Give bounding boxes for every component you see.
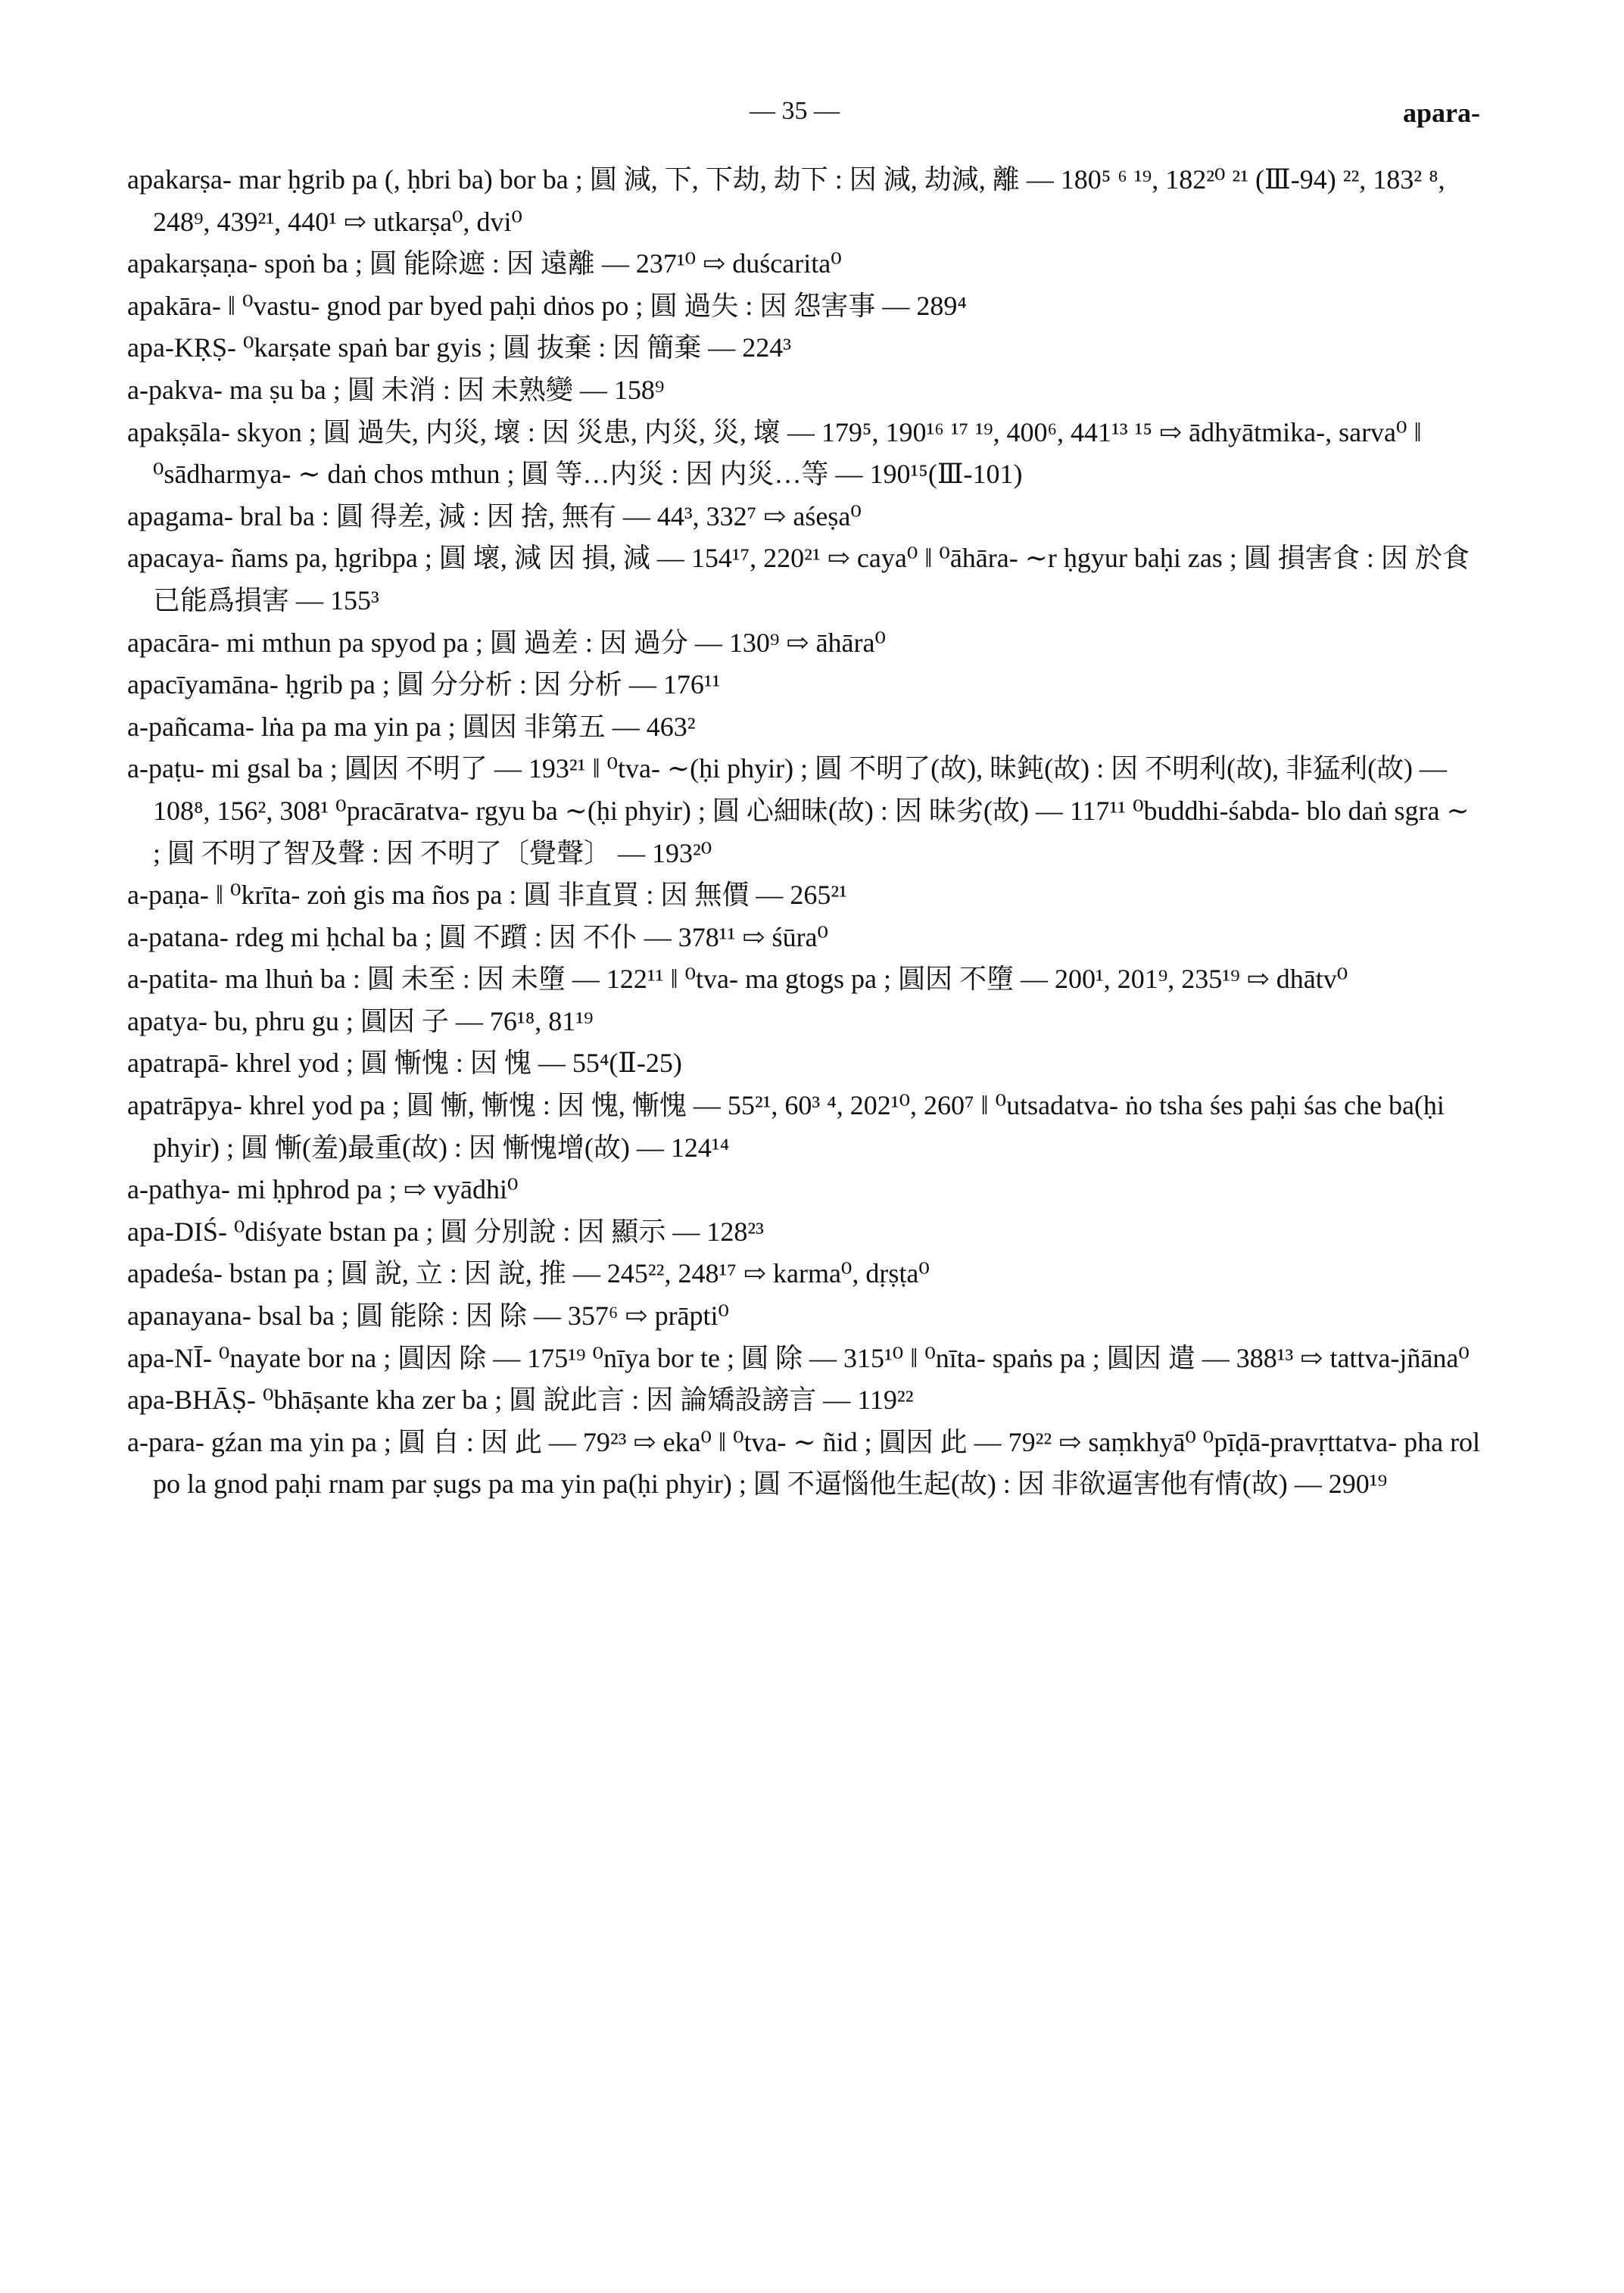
- dictionary-entry: apatrapā- khrel yod ; 圓 慚愧 : 因 愧 — 55⁴(Ⅱ-25): [127, 1048, 682, 1079]
- dictionary-entry: a-patana- rdeg mi ḥchal ba ; 圓 不躓 : 因 不仆 — 378¹¹ ⇨ śūra⁰: [127, 921, 828, 952]
- dictionary-entry: a-patita- ma lhuṅ ba : 圓 未至 : 因 未墮 — 122¹¹ ‖ ⁰tva- ma gtogs pa ; 圓因 不墮 — 200¹, 201⁹, 235¹⁹ ⇨ dhātv⁰: [127, 964, 1348, 995]
- dictionary-entry: a-para- gźan ma yin pa ; 圓 自 : 因 此 — 79²³ ⇨ eka⁰ ‖ ⁰tva- ∼ ñid ; 圓因 此 — 79²² ⇨ saṃkhyā⁰ ⁰pīḍā-pravṛttatva- pha rol po la gnod paḥi rnam par ṣugs pa ma yin pa(ḥi phyir) ; 圓 不逼惱他生起(故) : 因 非欲逼害他有情(故) — 290¹⁹: [127, 1426, 1481, 1500]
- dictionary-entry: apanayana- bsal ba ; 圓 能除 : 因 除 — 357⁶ ⇨ prāpti⁰: [127, 1301, 729, 1332]
- dictionary-entry: apakarṣaṇa- spoṅ ba ; 圓 能除遮 : 因 遠離 — 237¹⁰ ⇨ duścarita⁰: [127, 248, 842, 279]
- entry-list: [127, 159, 1482, 1506]
- dictionary-entry: apa-KṚṢ- ⁰karṣate spaṅ bar gyis ; 圓 抜棄 : 因 簡棄 — 224³: [127, 332, 792, 363]
- dictionary-entry: apatrāpya- khrel yod pa ; 圓 慚, 慚愧 : 因 愧, 慚愧 — 55²¹, 60³ ⁴, 202¹⁰, 260⁷ ‖ ⁰utsadatva- ṅo tsha śes paḥi śas che ba(ḥi phyir) ; 圓 慚(羞)最重(故) : 因 慚愧增(故) — 124¹⁴: [127, 1090, 1445, 1163]
- dictionary-entry: a-pakva- ma ṣu ba ; 圓 未消 : 因 未熟變 — 158⁹: [127, 374, 665, 405]
- dictionary-entry: apakarṣa- mar ḥgrib pa (, ḥbri ba) bor ba ; 圓 減, 下, 下劫, 劫下 : 因 減, 劫減, 離 — 180⁵ ⁶ ¹⁹, 182²⁰ ²¹ (Ⅲ-94) ²², 183² ⁸, 248⁹, 439²¹, 440¹ ⇨ utkarṣa⁰, dvi⁰: [127, 164, 1445, 237]
- dictionary-entry: apadeśa- bstan pa ; 圓 說, 立 : 因 說, 推 — 245²², 248¹⁷ ⇨ karma⁰, dṛṣṭa⁰: [127, 1258, 930, 1289]
- dictionary-entry: apa-BHĀṢ- ⁰bhāṣante kha zer ba ; 圓 說此言 : 因 論矯設謗言 — 119²²: [127, 1385, 914, 1416]
- dictionary-entry: a-pañcama- lṅa pa ma yin pa ; 圓因 非第五 — 463²: [127, 711, 696, 742]
- dictionary-entry: apakṣāla- skyon ; 圓 過失, 内災, 壞 : 因 災患, 内災, 災, 壞 — 179⁵, 190¹⁶ ¹⁷ ¹⁹, 400⁶, 441¹³ ¹⁵ ⇨ ādhyātmika-, sarva⁰ ‖ ⁰sādharmya- ∼ daṅ chos mthun ; 圓 等…内災 : 因 内災…等 — 190¹⁵(Ⅲ-101): [127, 416, 1422, 490]
- page-header: [0, 97, 1624, 142]
- dictionary-entry: apagama- bral ba : 圓 得差, 減 : 因 捨, 無有 — 44³, 332⁷ ⇨ aśeṣa⁰: [127, 500, 862, 531]
- dictionary-entry: apacīyamāna- ḥgrib pa ; 圓 分分析 : 因 分析 — 176¹¹: [127, 669, 721, 700]
- dictionary-entry: a-paṇa- ‖ ⁰krīta- zoṅ gis ma ños pa : 圓 非直買 : 因 無價 — 265²¹: [127, 880, 847, 911]
- dictionary-entry: a-paṭu- mi gsal ba ; 圓因 不明了 — 193²¹ ‖ ⁰tva- ∼(ḥi phyir) ; 圓 不明了(故), 昧鈍(故) : 因 不明利(故), 非猛利(故) — 108⁸, 156², 308¹ ⁰pracāratva- rgyu ba ∼(ḥi phyir) ; 圓 心細昧(故) : 因 昧劣(故) — 117¹¹ ⁰buddhi-śabda- blo daṅ sgra ∼ ; 圓 不明了智及聲 : 因 不明了〔覺聲〕 — 193²⁰: [127, 753, 1470, 868]
- dictionary-entry: apakāra- ‖ ⁰vastu- gnod par byed paḥi dṅos po ; 圓 過失 : 因 怨害事 — 289⁴: [127, 290, 967, 321]
- page-number: — 35 —: [750, 97, 840, 125]
- dictionary-entry: apatya- bu, phru gu ; 圓因 子 — 76¹⁸, 81¹⁹: [127, 1005, 594, 1036]
- dictionary-entry: apacāra- mi mthun pa spyod pa ; 圓 過差 : 因 過分 — 130⁹ ⇨ āhāra⁰: [127, 627, 886, 658]
- dictionary-entry: a-pathya- mi ḥphrod pa ; ⇨ vyādhi⁰: [127, 1174, 519, 1205]
- dictionary-entry: apa-DIŚ- ⁰diśyate bstan pa ; 圓 分別說 : 因 顯示 — 128²³: [127, 1216, 764, 1247]
- dictionary-entry: apa-NĪ- ⁰nayate bor na ; 圓因 除 — 175¹⁹ ⁰nīya bor te ; 圓 除 — 315¹⁰ ‖ ⁰nīta- spaṅs pa ; 圓因 遣 — 388¹³ ⇨ tattva-jñāna⁰: [127, 1342, 1470, 1373]
- running-head: apara-: [1403, 98, 1480, 128]
- dictionary-entry: apacaya- ñams pa, ḥgribpa ; 圓 壞, 減 因 損, 減 — 154¹⁷, 220²¹ ⇨ caya⁰ ‖ ⁰āhāra- ∼r ḥgyur baḥi zas ; 圓 損害食 : 因 於食已能爲損害 — 155³: [127, 543, 1470, 615]
